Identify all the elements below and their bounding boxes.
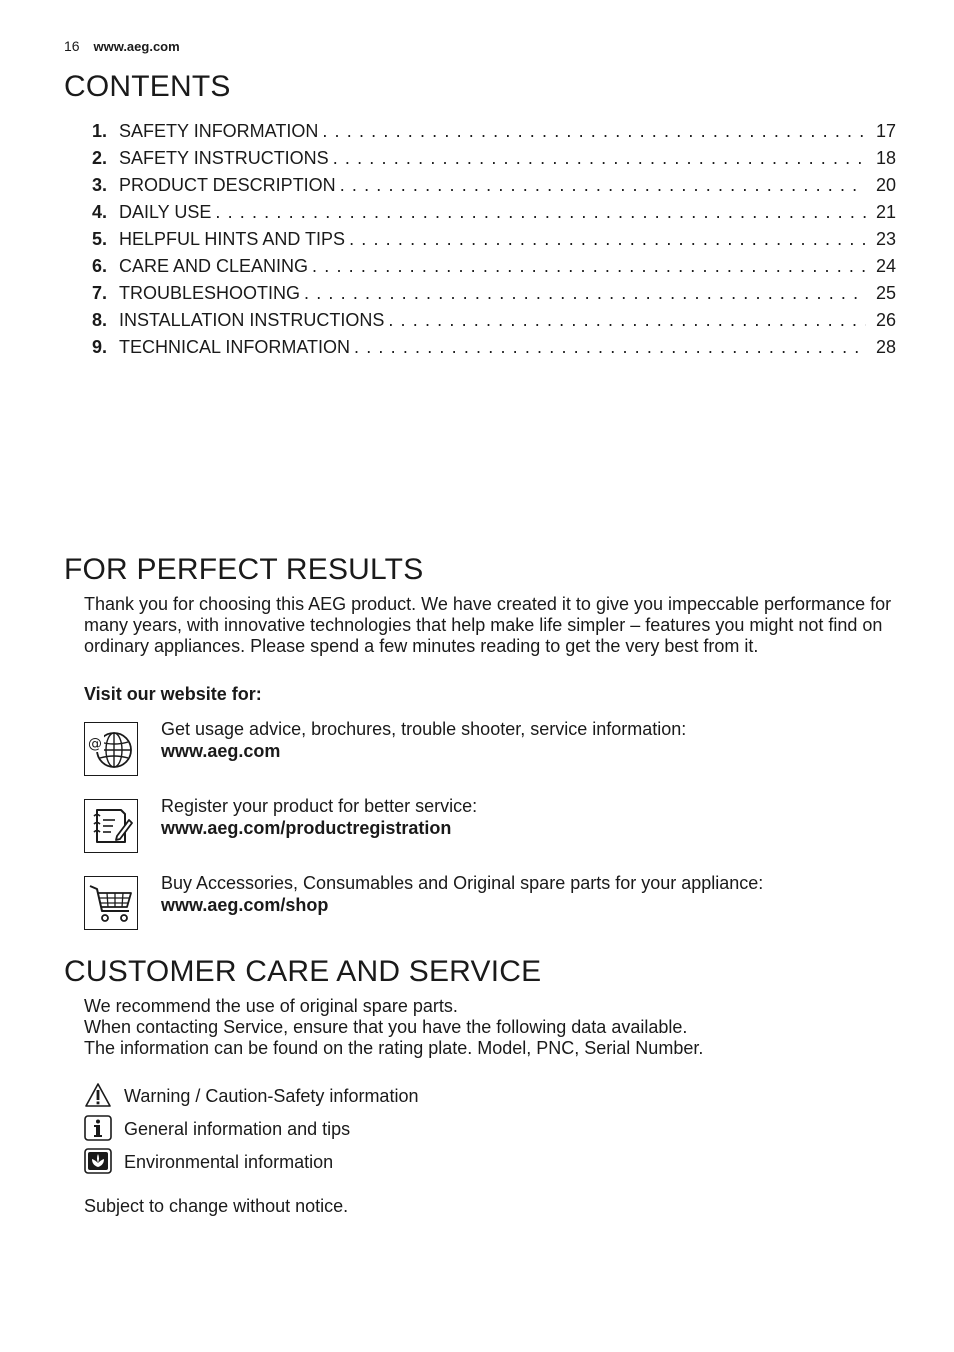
toc-item-daily-use[interactable] <box>92 202 896 229</box>
warning-triangle-icon <box>84 1082 112 1108</box>
toc-number: 7. <box>92 283 108 303</box>
page-header <box>64 38 180 58</box>
toc-number: 9. <box>92 337 108 357</box>
service-usage-advice <box>84 719 904 778</box>
toc-page: 28 <box>875 337 896 357</box>
toc-page: 23 <box>875 229 896 249</box>
toc-label: TROUBLESHOOTING <box>119 283 301 303</box>
toc-leader-dots <box>312 256 866 277</box>
service-product-registration <box>84 796 904 855</box>
legend-info <box>84 1115 584 1143</box>
shopping-cart-icon <box>84 876 138 930</box>
toc-label: DAILY USE <box>119 202 212 222</box>
service-description: Register your product for better service: <box>161 796 478 816</box>
contents-title: CONTENTS <box>64 70 231 103</box>
change-notice: Subject to change without notice. <box>84 1196 349 1216</box>
shop-link[interactable]: www.aeg.com/shop <box>161 895 329 915</box>
page-number: 16 <box>64 38 80 54</box>
toc-page: 21 <box>875 202 896 222</box>
toc-item-installation-instructions[interactable] <box>92 310 896 337</box>
toc-leader-dots <box>349 229 866 250</box>
toc-item-helpful-hints[interactable] <box>92 229 896 256</box>
toc-page: 25 <box>875 283 896 303</box>
toc-leader-dots <box>215 202 866 223</box>
toc-label: CARE AND CLEANING <box>119 256 309 276</box>
toc-number: 8. <box>92 310 108 330</box>
toc-leader-dots <box>340 175 866 196</box>
toc-page: 20 <box>875 175 896 195</box>
toc-label: SAFETY INSTRUCTIONS <box>119 148 329 168</box>
globe-at-icon <box>84 722 138 776</box>
visit-website-label: Visit our website for: <box>84 684 262 704</box>
toc-item-care-and-cleaning[interactable] <box>92 256 896 283</box>
website-link[interactable]: www.aeg.com <box>161 741 281 761</box>
toc-item-safety-information[interactable] <box>92 121 896 148</box>
toc-page: 26 <box>875 310 896 330</box>
customer-care-text <box>84 996 896 1059</box>
legend-text: Warning / Caution-Safety information <box>124 1086 419 1106</box>
registration-link[interactable]: www.aeg.com/productregistration <box>161 818 452 838</box>
header-website-link[interactable]: www.aeg.com <box>93 39 180 54</box>
toc-leader-dots <box>304 283 866 304</box>
toc-label: HELPFUL HINTS AND TIPS <box>119 229 346 249</box>
toc-label: SAFETY INFORMATION <box>119 121 319 141</box>
legend-environment <box>84 1148 584 1176</box>
toc-number: 2. <box>92 148 108 168</box>
toc-leader-dots <box>322 121 866 142</box>
info-icon <box>84 1115 112 1141</box>
toc-label: INSTALLATION INSTRUCTIONS <box>119 310 385 330</box>
toc-leader-dots <box>388 310 866 331</box>
perfect-results-title: FOR PERFECT RESULTS <box>64 553 424 586</box>
environment-leaf-icon <box>84 1148 112 1174</box>
svg-text:@: @ <box>88 736 102 752</box>
toc-page: 17 <box>875 121 896 141</box>
toc-item-safety-instructions[interactable] <box>92 148 896 175</box>
table-of-contents <box>92 121 896 364</box>
service-description: Get usage advice, brochures, trouble shooter, service information: <box>161 719 687 739</box>
legend-warning <box>84 1082 584 1110</box>
toc-page: 18 <box>875 148 896 168</box>
service-description: Buy Accessories, Consumables and Original spare parts for your appliance: <box>161 873 764 893</box>
toc-page: 24 <box>875 256 896 276</box>
toc-label: TECHNICAL INFORMATION <box>119 337 351 357</box>
toc-item-technical-information[interactable] <box>92 337 896 364</box>
care-line: We recommend the use of original spare parts. <box>84 996 458 1016</box>
toc-number: 1. <box>92 121 108 141</box>
intro-paragraph: Thank you for choosing this AEG product. We have created it to give you impeccable performance for many years, with innovative technologies that help make life simpler – features you might not find on ordinary appliances. Please spend a few minutes reading to get the very best from it. <box>84 594 892 656</box>
register-document-icon <box>84 799 138 853</box>
toc-item-product-description[interactable] <box>92 175 896 202</box>
customer-care-title: CUSTOMER CARE AND SERVICE <box>64 955 542 988</box>
care-line: When contacting Service, ensure that you have the following data available. <box>84 1017 688 1037</box>
care-line: The information can be found on the rating plate. Model, PNC, Serial Number. <box>84 1038 704 1058</box>
legend-text: Environmental information <box>124 1152 334 1172</box>
toc-leader-dots <box>333 148 866 169</box>
toc-leader-dots <box>354 337 866 358</box>
service-shop <box>84 873 904 932</box>
toc-number: 5. <box>92 229 108 249</box>
legend-text: General information and tips <box>124 1119 351 1139</box>
toc-label: PRODUCT DESCRIPTION <box>119 175 336 195</box>
toc-number: 3. <box>92 175 108 195</box>
toc-item-troubleshooting[interactable] <box>92 283 896 310</box>
toc-number: 4. <box>92 202 108 222</box>
toc-number: 6. <box>92 256 108 276</box>
